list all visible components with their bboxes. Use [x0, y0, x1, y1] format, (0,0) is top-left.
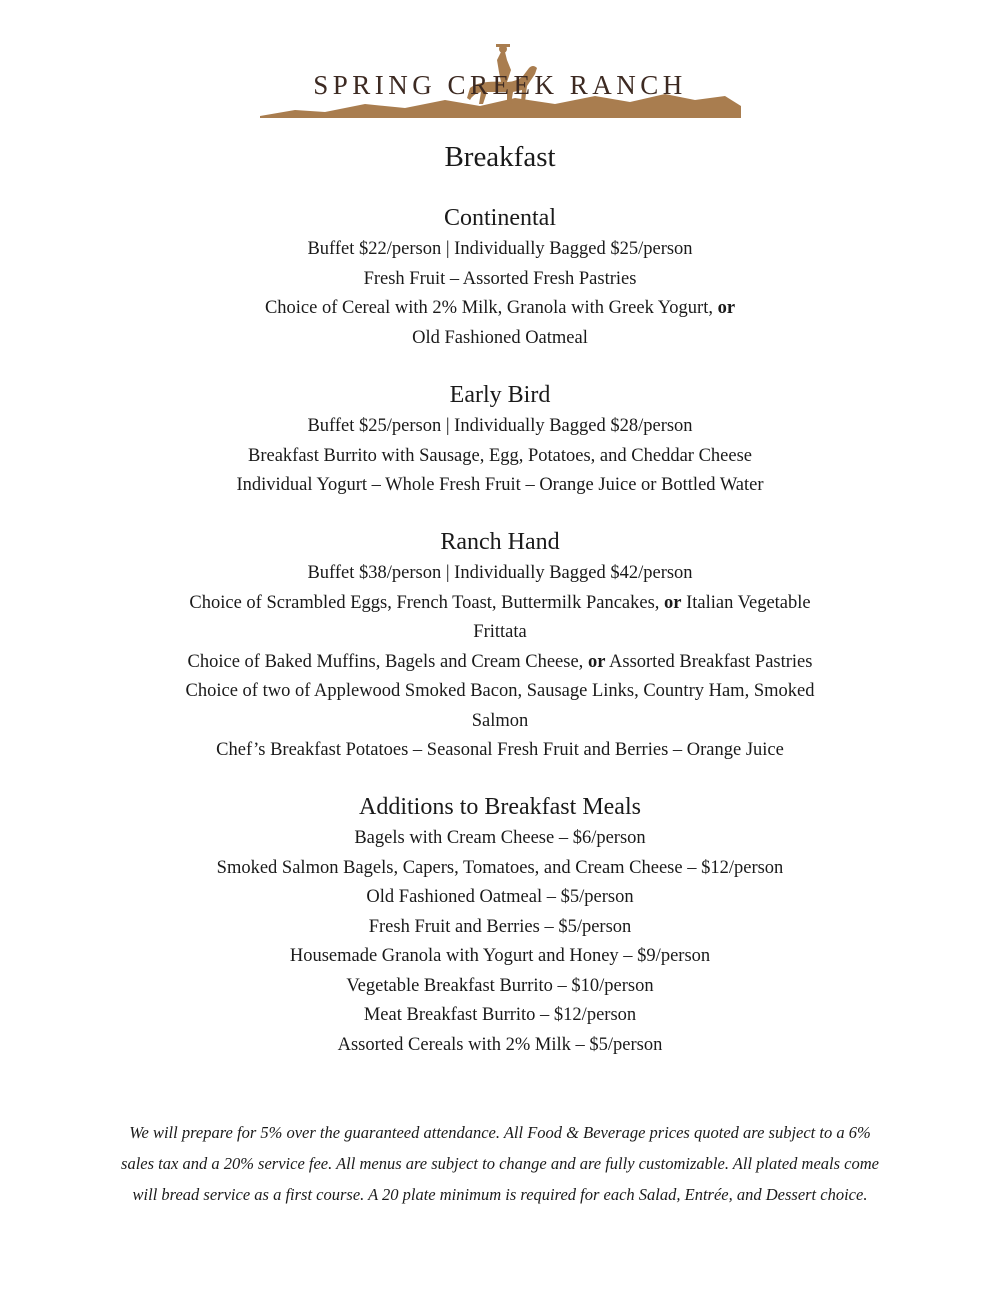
menu-text: Choice of Scrambled Eggs, French Toast, Buttermilk Pancakes,: [189, 592, 665, 613]
menu-line: Frittata: [473, 622, 527, 642]
section-ranch-hand: [100, 525, 900, 766]
menu-line: [100, 589, 900, 619]
section-continental: [100, 201, 900, 353]
menu-line: Choice of two of Applewood Smoked Bacon, Sausage Links, Country Ham, Smoked: [185, 681, 815, 701]
menu-line: [100, 648, 900, 678]
menu-line: Chef’s Breakfast Potatoes – Seasonal Fresh Fruit and Berries – Orange Juice: [216, 740, 784, 760]
menu-line: Breakfast Burrito with Sausage, Egg, Potatoes, and Cheddar Cheese: [247, 445, 752, 466]
section-additions: [100, 790, 900, 1060]
addition-item: Fresh Fruit and Berries – $5/person: [368, 916, 632, 937]
section-title: Ranch Hand: [440, 529, 560, 555]
or-emphasis: or: [717, 298, 736, 318]
footer-line: We will prepare for 5% over the guaranteed attendance. All Food & Beverage prices quoted are subject to a 6%: [129, 1123, 871, 1142]
footer-note: [110, 1117, 890, 1210]
menu-text: Choice of Baked Muffins, Bagels and Cream Cheese,: [187, 651, 588, 672]
menu-text: Assorted Breakfast Pastries: [605, 651, 813, 672]
spring-creek-ranch-logo: [255, 40, 745, 122]
menu-text: Choice of Cereal with 2% Milk, Granola with Greek Yogurt,: [264, 298, 718, 318]
page-title: Breakfast: [444, 141, 556, 173]
or-emphasis: or: [587, 651, 606, 672]
addition-item: Housemade Granola with Yogurt and Honey – $9/person: [289, 946, 711, 966]
menu-line: Old Fashioned Oatmeal: [412, 327, 588, 348]
addition-item: Old Fashioned Oatmeal – $5/person: [366, 887, 634, 907]
addition-item: Assorted Cereals with 2% Milk – $5/person: [337, 1034, 663, 1055]
section-title: Continental: [444, 205, 556, 231]
addition-item: Bagels with Cream Cheese – $6/person: [354, 828, 646, 848]
or-emphasis: or: [664, 592, 682, 613]
section-title: Additions to Breakfast Meals: [359, 794, 641, 820]
menu-line: Fresh Fruit – Assorted Fresh Pastries: [363, 268, 637, 289]
menu-text: Italian Vegetable: [681, 592, 811, 613]
menu-line: Salmon: [471, 710, 529, 731]
addition-item: Vegetable Breakfast Burrito – $10/person: [346, 975, 654, 996]
price-line: Buffet $22/person | Individually Bagged $25/person: [307, 239, 693, 259]
footer-line: sales tax and a 20% service fee. All menus are subject to change and are fully customizable. All plated meals come: [121, 1154, 879, 1173]
logo-text: SPRING CREEK RANCH: [313, 70, 687, 100]
section-early-bird: [100, 378, 900, 501]
footer-line: will bread service as a first course. A 20 plate minimum is required for each Salad, Entrée, and Dessert choice.: [132, 1185, 868, 1204]
menu-line: Individual Yogurt – Whole Fresh Fruit – Orange Juice or Bottled Water: [236, 475, 764, 495]
addition-item: Smoked Salmon Bagels, Capers, Tomatoes, and Cream Cheese – $12/person: [216, 857, 784, 878]
menu-line: [100, 294, 900, 324]
price-line: Buffet $38/person | Individually Bagged $42/person: [307, 563, 693, 583]
addition-item: Meat Breakfast Burrito – $12/person: [363, 1005, 637, 1025]
section-title: Early Bird: [449, 382, 551, 408]
price-line: Buffet $25/person | Individually Bagged $28/person: [307, 416, 693, 436]
